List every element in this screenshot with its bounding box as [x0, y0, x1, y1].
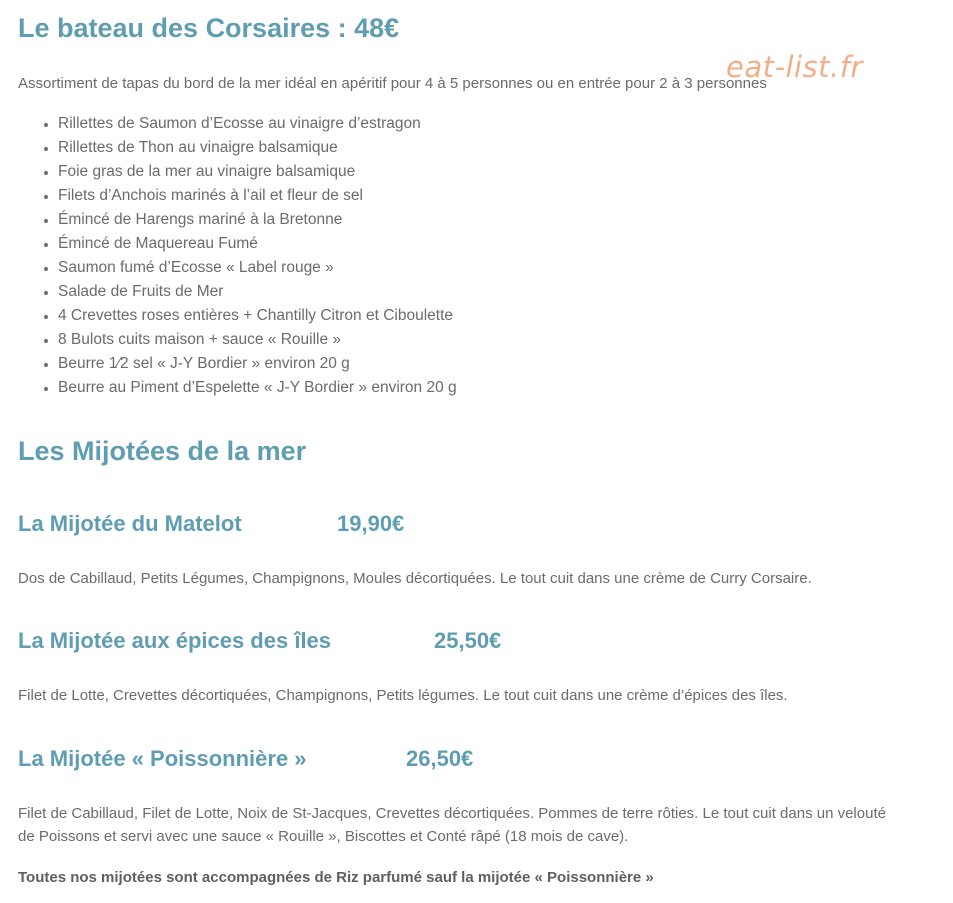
list-item: • Saumon fumé d’Ecosse « Label rouge »: [58, 256, 457, 280]
bateau-items-list: [18, 112, 457, 400]
dish-price: 19,90€: [337, 511, 405, 536]
bateau-title: Le bateau des Corsaires : 48€: [18, 13, 400, 43]
list-item: • Foie gras de la mer au vinaigre balsamique: [58, 160, 457, 184]
dish-name: La Mijotée du Matelot: [18, 511, 242, 536]
list-item: • 4 Crevettes roses entières + Chantilly Citron et Ciboulette: [58, 304, 457, 328]
dish-name: La Mijotée aux épices des îles: [18, 628, 332, 653]
list-item: • Rillettes de Thon au vinaigre balsamique: [58, 136, 457, 160]
list-item: • Émincé de Maquereau Fumé: [58, 232, 457, 256]
bateau-description: Assortiment de tapas du bord de la mer idéal en apéritif pour 4 à 5 personnes ou en entrée pour 2 à 3 personnes: [18, 75, 767, 92]
list-item: • Beurre 1⁄2 sel « J-Y Bordier » environ 20 g: [58, 352, 457, 376]
dish-description: Dos de Cabillaud, Petits Légumes, Champignons, Moules décortiquées. Le tout cuit dans une crème de Curry Corsaire.: [18, 570, 812, 587]
list-item: • Rillettes de Saumon d’Ecosse au vinaigre d’estragon: [58, 112, 457, 136]
dish-description: de Poissons et servi avec une sauce « Rouille », Biscottes et Conté râpé (18 mois de cave).: [18, 828, 629, 845]
list-item: • 8 Bulots cuits maison + sauce « Rouille »: [58, 328, 457, 352]
dish-matelot-heading: [18, 510, 405, 538]
list-item: • Beurre au Piment d’Espelette « J-Y Bordier » environ 20 g: [58, 376, 457, 400]
list-item: • Émincé de Harengs mariné à la Bretonne: [58, 208, 457, 232]
list-item: • Salade de Fruits de Mer: [58, 280, 457, 304]
dish-epices-heading: [18, 627, 502, 655]
dish-description: Filet de Cabillaud, Filet de Lotte, Noix de St-Jacques, Crevettes décortiquées. Pommes de terre rôties. Le tout cuit dans un velouté: [18, 805, 886, 822]
mijotees-note: Toutes nos mijotées sont accompagnées de Riz parfumé sauf la mijotée « Poissonnière »: [18, 869, 654, 886]
dish-poissonniere-heading: [18, 745, 474, 773]
dish-description: Filet de Lotte, Crevettes décortiquées, Champignons, Petits légumes. Le tout cuit dans une crème d’épices des îles.: [18, 687, 788, 704]
dish-name: La Mijotée « Poissonnière »: [18, 746, 307, 771]
dish-price: 26,50€: [406, 746, 474, 771]
watermark: eat-list.fr: [726, 50, 863, 84]
dish-price: 25,50€: [434, 628, 502, 653]
mijotees-title: Les Mijotées de la mer: [18, 436, 307, 466]
list-item: • Filets d’Anchois marinés à l’ail et fleur de sel: [58, 184, 457, 208]
